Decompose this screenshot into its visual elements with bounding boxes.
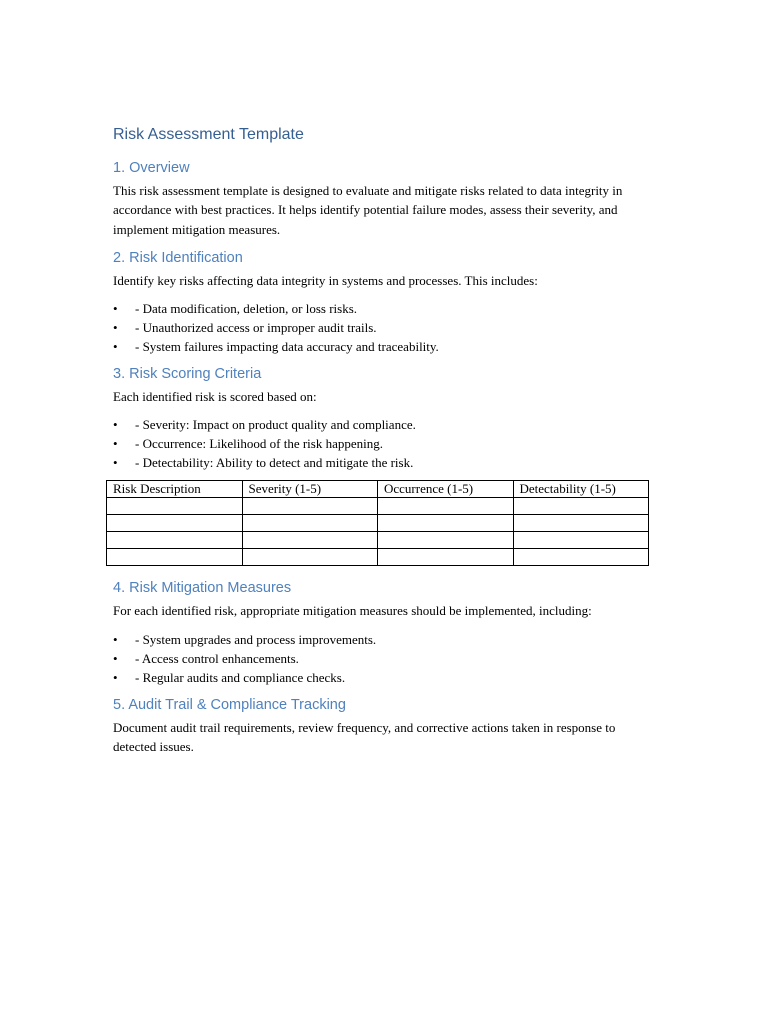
list-item xyxy=(113,318,653,337)
risk-scoring-table xyxy=(106,480,649,566)
list-item-text: - Data modification, deletion, or loss risks. xyxy=(135,301,358,317)
list-item xyxy=(113,668,653,687)
column-header-occurrence: Occurrence (1-5) xyxy=(378,481,514,498)
section-heading-risk-scoring: 3. Risk Scoring Criteria xyxy=(113,366,262,383)
list-item xyxy=(113,299,653,318)
table-cell[interactable] xyxy=(107,515,243,532)
bullet-list-risk-mitigation xyxy=(113,630,653,687)
list-item xyxy=(113,337,653,356)
table-cell[interactable] xyxy=(242,532,378,549)
bullet-list-risk-identification xyxy=(113,299,653,356)
document-title: Risk Assessment Template xyxy=(113,126,304,143)
table-cell[interactable] xyxy=(242,515,378,532)
section-paragraph-risk-identification: Identify key risks affecting data integrity in systems and processes. This includes: xyxy=(113,272,538,288)
table-header-row xyxy=(107,481,649,498)
list-item-text: - Severity: Impact on product quality and compliance. xyxy=(135,417,416,433)
list-item-text: - System failures impacting data accuracy and traceability. xyxy=(135,339,439,355)
list-item xyxy=(113,415,653,434)
list-item-text: - Occurrence: Likelihood of the risk happening. xyxy=(135,436,383,452)
table-cell[interactable] xyxy=(378,498,514,515)
bullet-icon: • xyxy=(113,417,118,433)
list-item-text: - System upgrades and process improvements. xyxy=(135,631,377,647)
bullet-list-risk-scoring xyxy=(113,415,653,472)
column-header-severity: Severity (1-5) xyxy=(242,481,378,498)
section-paragraph-risk-scoring: Each identified risk is scored based on: xyxy=(113,389,317,405)
list-item xyxy=(113,434,653,453)
table-row xyxy=(107,549,649,566)
column-header-risk-description: Risk Description xyxy=(107,481,243,498)
document-page xyxy=(113,124,653,765)
section-paragraph-risk-mitigation: For each identified risk, appropriate mitigation measures should be implemented, including: xyxy=(113,603,592,619)
table-cell[interactable] xyxy=(378,532,514,549)
list-item xyxy=(113,630,653,649)
list-item xyxy=(113,453,653,472)
column-header-detectability: Detectability (1-5) xyxy=(513,481,649,498)
table-row xyxy=(107,498,649,515)
list-item-text: - Access control enhancements. xyxy=(135,650,299,666)
table-cell[interactable] xyxy=(242,549,378,566)
table-cell[interactable] xyxy=(513,532,649,549)
section-heading-overview: 1. Overview xyxy=(113,160,190,176)
section-heading-risk-identification: 2. Risk Identification xyxy=(113,249,243,266)
table-row xyxy=(107,515,649,532)
bullet-icon: • xyxy=(113,669,118,685)
table-cell[interactable] xyxy=(107,532,243,549)
table-cell[interactable] xyxy=(513,515,649,532)
bullet-icon: • xyxy=(113,301,118,317)
table-cell[interactable] xyxy=(242,498,378,515)
bullet-icon: • xyxy=(113,455,118,471)
table-cell[interactable] xyxy=(378,549,514,566)
list-item-text: - Detectability: Ability to detect and mitigate the risk. xyxy=(135,455,414,471)
bullet-icon: • xyxy=(113,339,118,355)
section-heading-audit-trail: 5. Audit Trail & Compliance Tracking xyxy=(113,696,346,713)
table-cell[interactable] xyxy=(378,515,514,532)
bullet-icon: • xyxy=(113,320,118,336)
list-item-text: - Unauthorized access or improper audit trails. xyxy=(135,320,377,336)
bullet-icon: • xyxy=(113,436,118,452)
list-item-text: - Regular audits and compliance checks. xyxy=(135,669,346,685)
bullet-icon: • xyxy=(113,650,118,666)
section-paragraph-overview: This risk assessment template is designed to evaluate and mitigate risks related to data integrity in accordance with best practices. It helps identify potential failure modes, assess their severity, and implement mitigation measures. xyxy=(113,183,623,237)
table-cell[interactable] xyxy=(107,498,243,515)
list-item xyxy=(113,649,653,668)
table-cell[interactable] xyxy=(513,549,649,566)
table-row xyxy=(107,532,649,549)
bullet-icon: • xyxy=(113,631,118,647)
table-cell[interactable] xyxy=(513,498,649,515)
table-cell[interactable] xyxy=(107,549,243,566)
section-paragraph-audit-trail: Document audit trail requirements, review frequency, and corrective actions taken in response to detected issues. xyxy=(113,719,616,755)
section-heading-risk-mitigation: 4. Risk Mitigation Measures xyxy=(113,580,292,597)
